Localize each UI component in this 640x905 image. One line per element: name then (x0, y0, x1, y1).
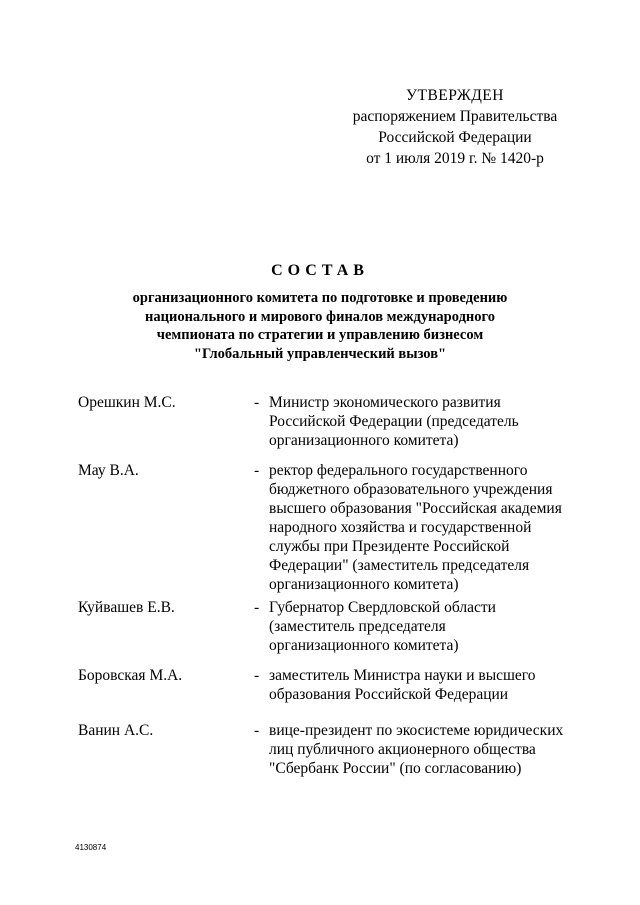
subtitle-line: национального и мирового финалов международного (145, 308, 495, 325)
member-role-line: организационного комитета) (269, 637, 459, 654)
member-role (269, 393, 569, 450)
member-role-line: высшего образования "Российская академия (269, 500, 562, 517)
subtitle-line: организационного комитета по подготовке и проведению (132, 290, 508, 306)
member-role-line: заместитель Министра науки и высшего (269, 667, 536, 684)
member-role-line: лиц публичного акционерного общества (269, 741, 536, 758)
member-role-line: службы при Президенте Российской (269, 538, 510, 555)
member-role-line: (заместитель председателя (269, 618, 446, 635)
member-name: Ванин А.С. (78, 722, 154, 739)
member-name: Мау В.А. (78, 462, 139, 479)
approval-stamp (345, 85, 565, 169)
document-title: СОСТАВ (271, 262, 369, 279)
member-dash: - (254, 722, 260, 739)
member-name: Куйвашев Е.В. (78, 599, 175, 616)
document-subtitle (95, 289, 545, 363)
subtitle-line: "Глобальный управленческий вызов" (193, 345, 447, 362)
approval-date-number: от 1 июля 2019 г. № 1420-р (366, 150, 544, 167)
member-role-line: ректор федерального государственного (269, 462, 528, 479)
member-dash: - (254, 394, 260, 411)
member-name: Орешкин М.С. (78, 394, 176, 411)
member-role-line: организационного комитета) (269, 576, 459, 593)
subtitle-line: чемпионата по стратегии и управлению бизнесом (156, 327, 484, 343)
member-role-line: Российской Федерации (председатель (269, 413, 519, 430)
member-dash: - (254, 667, 260, 684)
member-role (269, 721, 569, 778)
member-role (269, 598, 569, 655)
approval-heading: УТВЕРЖДЕН (406, 87, 504, 104)
member-dash: - (254, 462, 260, 479)
member-role-line: Губернатор Свердловской области (269, 599, 496, 616)
member-role-line: Министр экономического развития (269, 394, 501, 411)
document-code: 4130874 (75, 843, 107, 852)
member-role-line: народного хозяйства и государственной (269, 519, 532, 536)
member-role-line: образования Российской Федерации (269, 686, 509, 703)
member-role (269, 461, 569, 594)
member-dash: - (254, 599, 260, 616)
member-role-line: организационного комитета) (269, 432, 459, 449)
member-role-line: бюджетного образовательного учреждения (269, 481, 553, 498)
member-role-line: Федерации" (заместитель председателя (269, 557, 530, 574)
approval-line: Российской Федерации (378, 129, 532, 146)
approval-line: распоряжением Правительства (352, 108, 558, 125)
member-name: Боровская М.А. (78, 667, 183, 684)
member-role-line: вице-президент по экосистеме юридических (269, 722, 564, 739)
member-role (269, 666, 569, 704)
member-role-line: "Сбербанк России" (по согласованию) (269, 760, 522, 777)
